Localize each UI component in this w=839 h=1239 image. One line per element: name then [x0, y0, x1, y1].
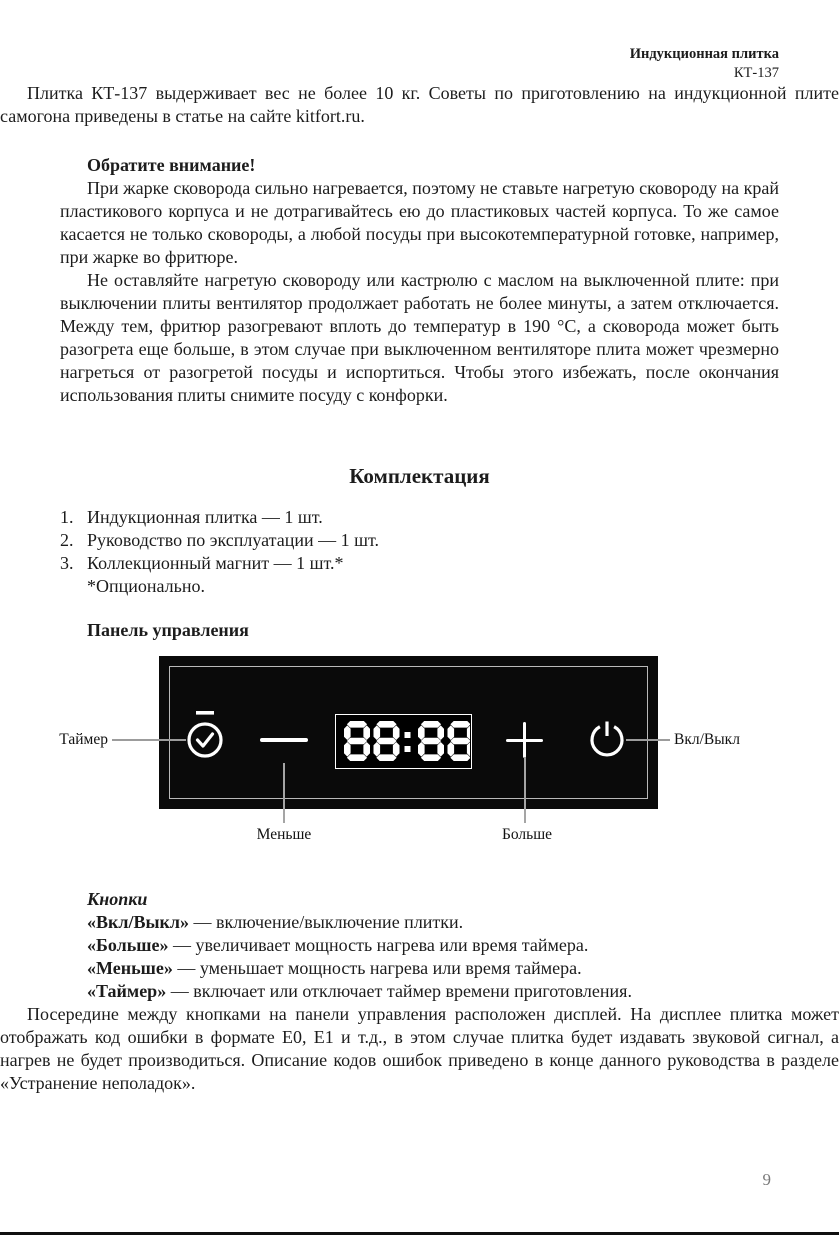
display-info-paragraph: Посередине между кнопками на панели управления расположен дисплей. На дисплее плитка может отображать код ошибки в формате E0, E1 и т.д., в этом случае плитка будет издавать звуковой сигнал, а нагрев не будет производиться. Описание кодов ошибок приведено в конце данного руководства в разделе «Устранение неполадок». — [0, 1004, 839, 1093]
list-item-text: Руководство по эксплуатации — 1 шт. — [87, 530, 379, 550]
plus-leader-line — [524, 757, 526, 823]
list-item-number: 2. — [60, 530, 74, 550]
power-icon — [584, 716, 630, 762]
button-description — [60, 980, 779, 1003]
button-description — [60, 911, 779, 934]
panel-section-title: Панель управления — [87, 620, 249, 640]
attention-paragraph-1: При жарке сковорода сильно нагревается, поэтому не ставьте нагретую сковороду на край пластикового корпуса и не дотрагивайтесь ею до пластиковых частей корпуса. То же самое касается не только сковороды, а любой посуды при высокотемпературной готовке, например, при жарке во фритюре. — [60, 178, 779, 267]
intro-paragraph: Плитка КТ-137 выдерживает вес не более 10 кг. Советы по приготовлению на индукционной плите самогона приведены в статье на сайте kitfort.ru. — [0, 83, 839, 126]
buttons-section-title: Кнопки — [87, 889, 148, 909]
bottom-rule — [0, 1232, 839, 1235]
label-timer: Таймер — [59, 731, 108, 748]
list-item-text: Индукционная плитка — 1 шт. — [87, 507, 323, 527]
button-desc-text: — увеличивает мощность нагрева или время таймера. — [168, 935, 589, 955]
label-minus: Меньше — [256, 826, 312, 843]
plus-button-vertical-bar — [523, 722, 527, 758]
list-item-text: Коллекционный магнит — 1 шт.* — [87, 553, 344, 573]
button-description — [60, 934, 779, 957]
timer-icon — [183, 710, 227, 768]
button-name: «Вкл/Выкл» — [87, 912, 190, 932]
doc-title: Индукционная плитка — [629, 46, 779, 62]
list-item — [60, 506, 779, 529]
label-power: Вкл/Выкл — [674, 731, 740, 748]
control-panel-diagram — [0, 647, 839, 859]
page-number: 9 — [762, 1170, 771, 1189]
segment-display — [336, 715, 470, 767]
list-item-number: 1. — [60, 507, 74, 527]
attention-section — [60, 154, 779, 407]
attention-paragraph-2: Не оставляйте нагретую сковороду или кастрюлю с маслом на выключенной плите: при выключении плиты вентилятор продолжает работать не более минуты, а затем отключается. Между тем, фритюр разогревают вплоть до температур в 190 °C, а сковорода может быть разогрета еще больше, в этом случае при выключенном вентиляторе плита может чрезмерно нагреться от разогретой посуды и испортиться. Чтобы этого избежать, после окончания использования плиты снимите посуду с конфорки. — [60, 270, 779, 405]
button-description — [60, 957, 779, 980]
equipment-list — [60, 506, 779, 598]
power-leader-line — [626, 739, 670, 741]
list-item — [60, 552, 779, 575]
button-desc-text: — уменьшает мощность нагрева или время таймера. — [172, 958, 582, 978]
page-header — [60, 46, 779, 82]
button-desc-text: — включение/выключение плитки. — [189, 912, 464, 932]
minus-leader-line — [283, 763, 285, 823]
list-item — [60, 529, 779, 552]
button-name: «Больше» — [87, 935, 169, 955]
doc-model: КТ-137 — [733, 65, 779, 81]
list-item-number: 3. — [60, 553, 74, 573]
equipment-heading: Комплектация — [349, 464, 490, 488]
label-plus: Больше — [501, 826, 553, 843]
attention-title: Обратите внимание! — [87, 155, 256, 175]
button-name: «Таймер» — [87, 981, 167, 1001]
display — [335, 714, 472, 769]
button-name: «Меньше» — [87, 958, 173, 978]
list-footnote: *Опционально. — [87, 576, 206, 596]
button-desc-text: — включает или отключает таймер времени приготовления. — [166, 981, 632, 1001]
minus-button — [260, 738, 308, 742]
timer-leader-line — [112, 739, 186, 741]
